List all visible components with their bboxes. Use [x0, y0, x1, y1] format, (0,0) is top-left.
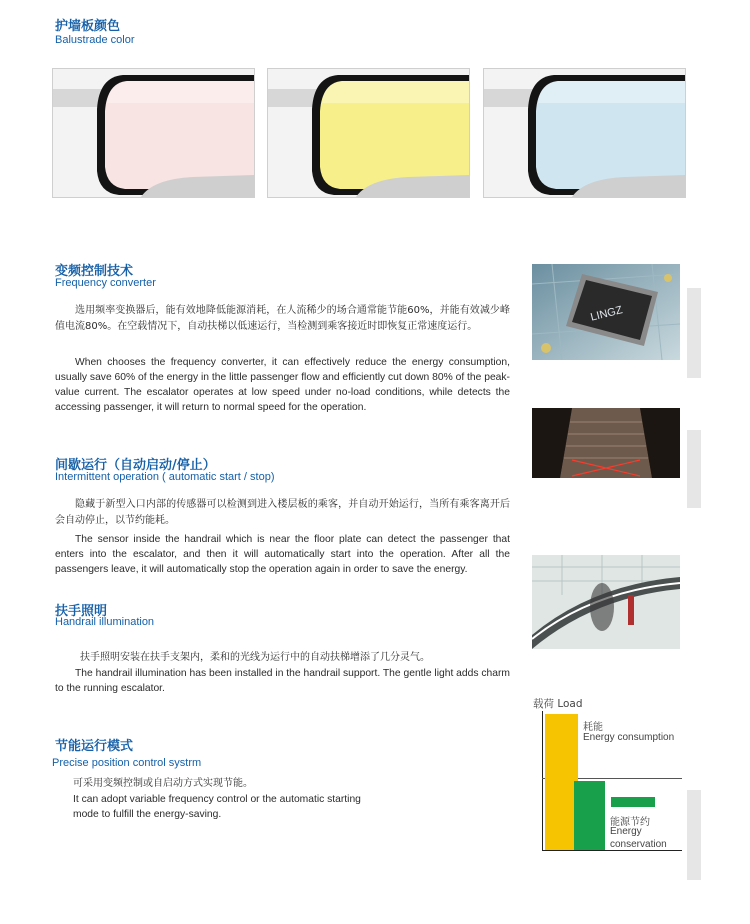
balustrade-swatch-blue: [483, 68, 686, 198]
energy-mode-body-en-2: mode to fulfill the energy-saving.: [73, 809, 222, 820]
balustrade-title-cn: 护墙板颜色: [55, 19, 121, 34]
chart-axis-label: 载荷 Load: [533, 698, 583, 710]
chart-x-axis: [542, 850, 682, 851]
frequency-body-en: When chooses the frequency converter, it can effectively reduce the energy consumption, usually save 60% of the energy in the little passenger flow and efficiently cut down 80% of the peak-value current. The escalator operates at low speed under no-load conditions, while detects the accessing passenger, it will return to normal speed for the operation.: [55, 357, 510, 413]
energy-mode-body-en-1: It can adopt variable frequency control or the automatic starting: [73, 794, 361, 805]
frequency-title-cn: 变频控制技术: [55, 264, 134, 279]
intermittent-title-en: Intermittent operation ( automatic start / stop): [55, 471, 275, 483]
saving-bar: [574, 781, 605, 850]
saving-label-en-2: conservation: [610, 839, 667, 850]
decor-bar-1: [687, 288, 701, 378]
energy-mode-title-en: Precise position control systrm: [52, 757, 202, 769]
circuit-board-image: [532, 264, 680, 360]
balustrade-swatch-pink: [52, 68, 255, 198]
saving-label-cn: 能源节约: [610, 817, 650, 828]
energy-chart: [530, 693, 705, 863]
chip-label: LINGZ: [589, 304, 624, 324]
balustrade-yellow-image: [268, 69, 469, 197]
escalator-sensor-image: [532, 408, 680, 478]
illumination-title-cn: 扶手照明: [55, 604, 108, 619]
frequency-body-cn: 选用频率变换器后，能有效地降低能源消耗，在人流稀少的场合通常能节能60%，并能有效减少峰值电流80%。在空载情况下，自动扶梯以低速运行，当检测到乘客接近时即恢复正常速度运行。: [55, 305, 510, 332]
intermittent-body-cn: 隐藏于新型入口内部的传感器可以检测到进入楼层板的乘客，并自动开始运行，当所有乘客离开后会自动停止，以节约能耗。: [55, 499, 510, 526]
illumination-body-cn: 扶手照明安装在扶手支架内，柔和的光线为运行中的自动扶梯增添了几分灵气。: [80, 652, 430, 663]
saving-legend-swatch: [611, 797, 655, 807]
decor-bar-2: [687, 430, 701, 508]
consumption-label-en: Energy consumption: [583, 732, 675, 743]
energy-mode-title-cn: 节能运行模式: [55, 739, 134, 754]
illumination-body-en: The handrail illumination has been installed in the handrail support. The gentle light adds charm to the running escalator.: [55, 668, 510, 694]
chip-photo: [532, 264, 680, 360]
balustrade-pink-image: [53, 69, 254, 197]
escalator-sensor-photo: [532, 408, 680, 478]
illumination-title-en: Handrail illumination: [55, 616, 155, 628]
chart-y-axis: [542, 711, 543, 851]
frequency-title-en: Frequency converter: [55, 277, 156, 289]
decor-bar-3: [687, 790, 701, 880]
intermittent-body-en: The sensor inside the handrail which is near the floor plate can detect the passenger that enters into the escalator, and then it will automatically start into the operation. After all the passengers leave, it will automatically stop the operation again in order to save the energy.: [55, 534, 510, 575]
handrail-illumination-image: [532, 555, 680, 649]
energy-mode-body-cn: 可采用变频控制或自启动方式实现节能。: [73, 778, 253, 789]
balustrade-blue-image: [484, 69, 685, 197]
balustrade-swatch-yellow: [267, 68, 470, 198]
intermittent-title-cn: 间歇运行（自动启动/停止）: [55, 458, 216, 473]
consumption-label-cn: 耗能: [583, 722, 603, 733]
handrail-photo: [532, 555, 680, 649]
saving-label-en-1: Energy: [610, 826, 642, 837]
balustrade-title-en: Balustrade color: [55, 34, 135, 46]
